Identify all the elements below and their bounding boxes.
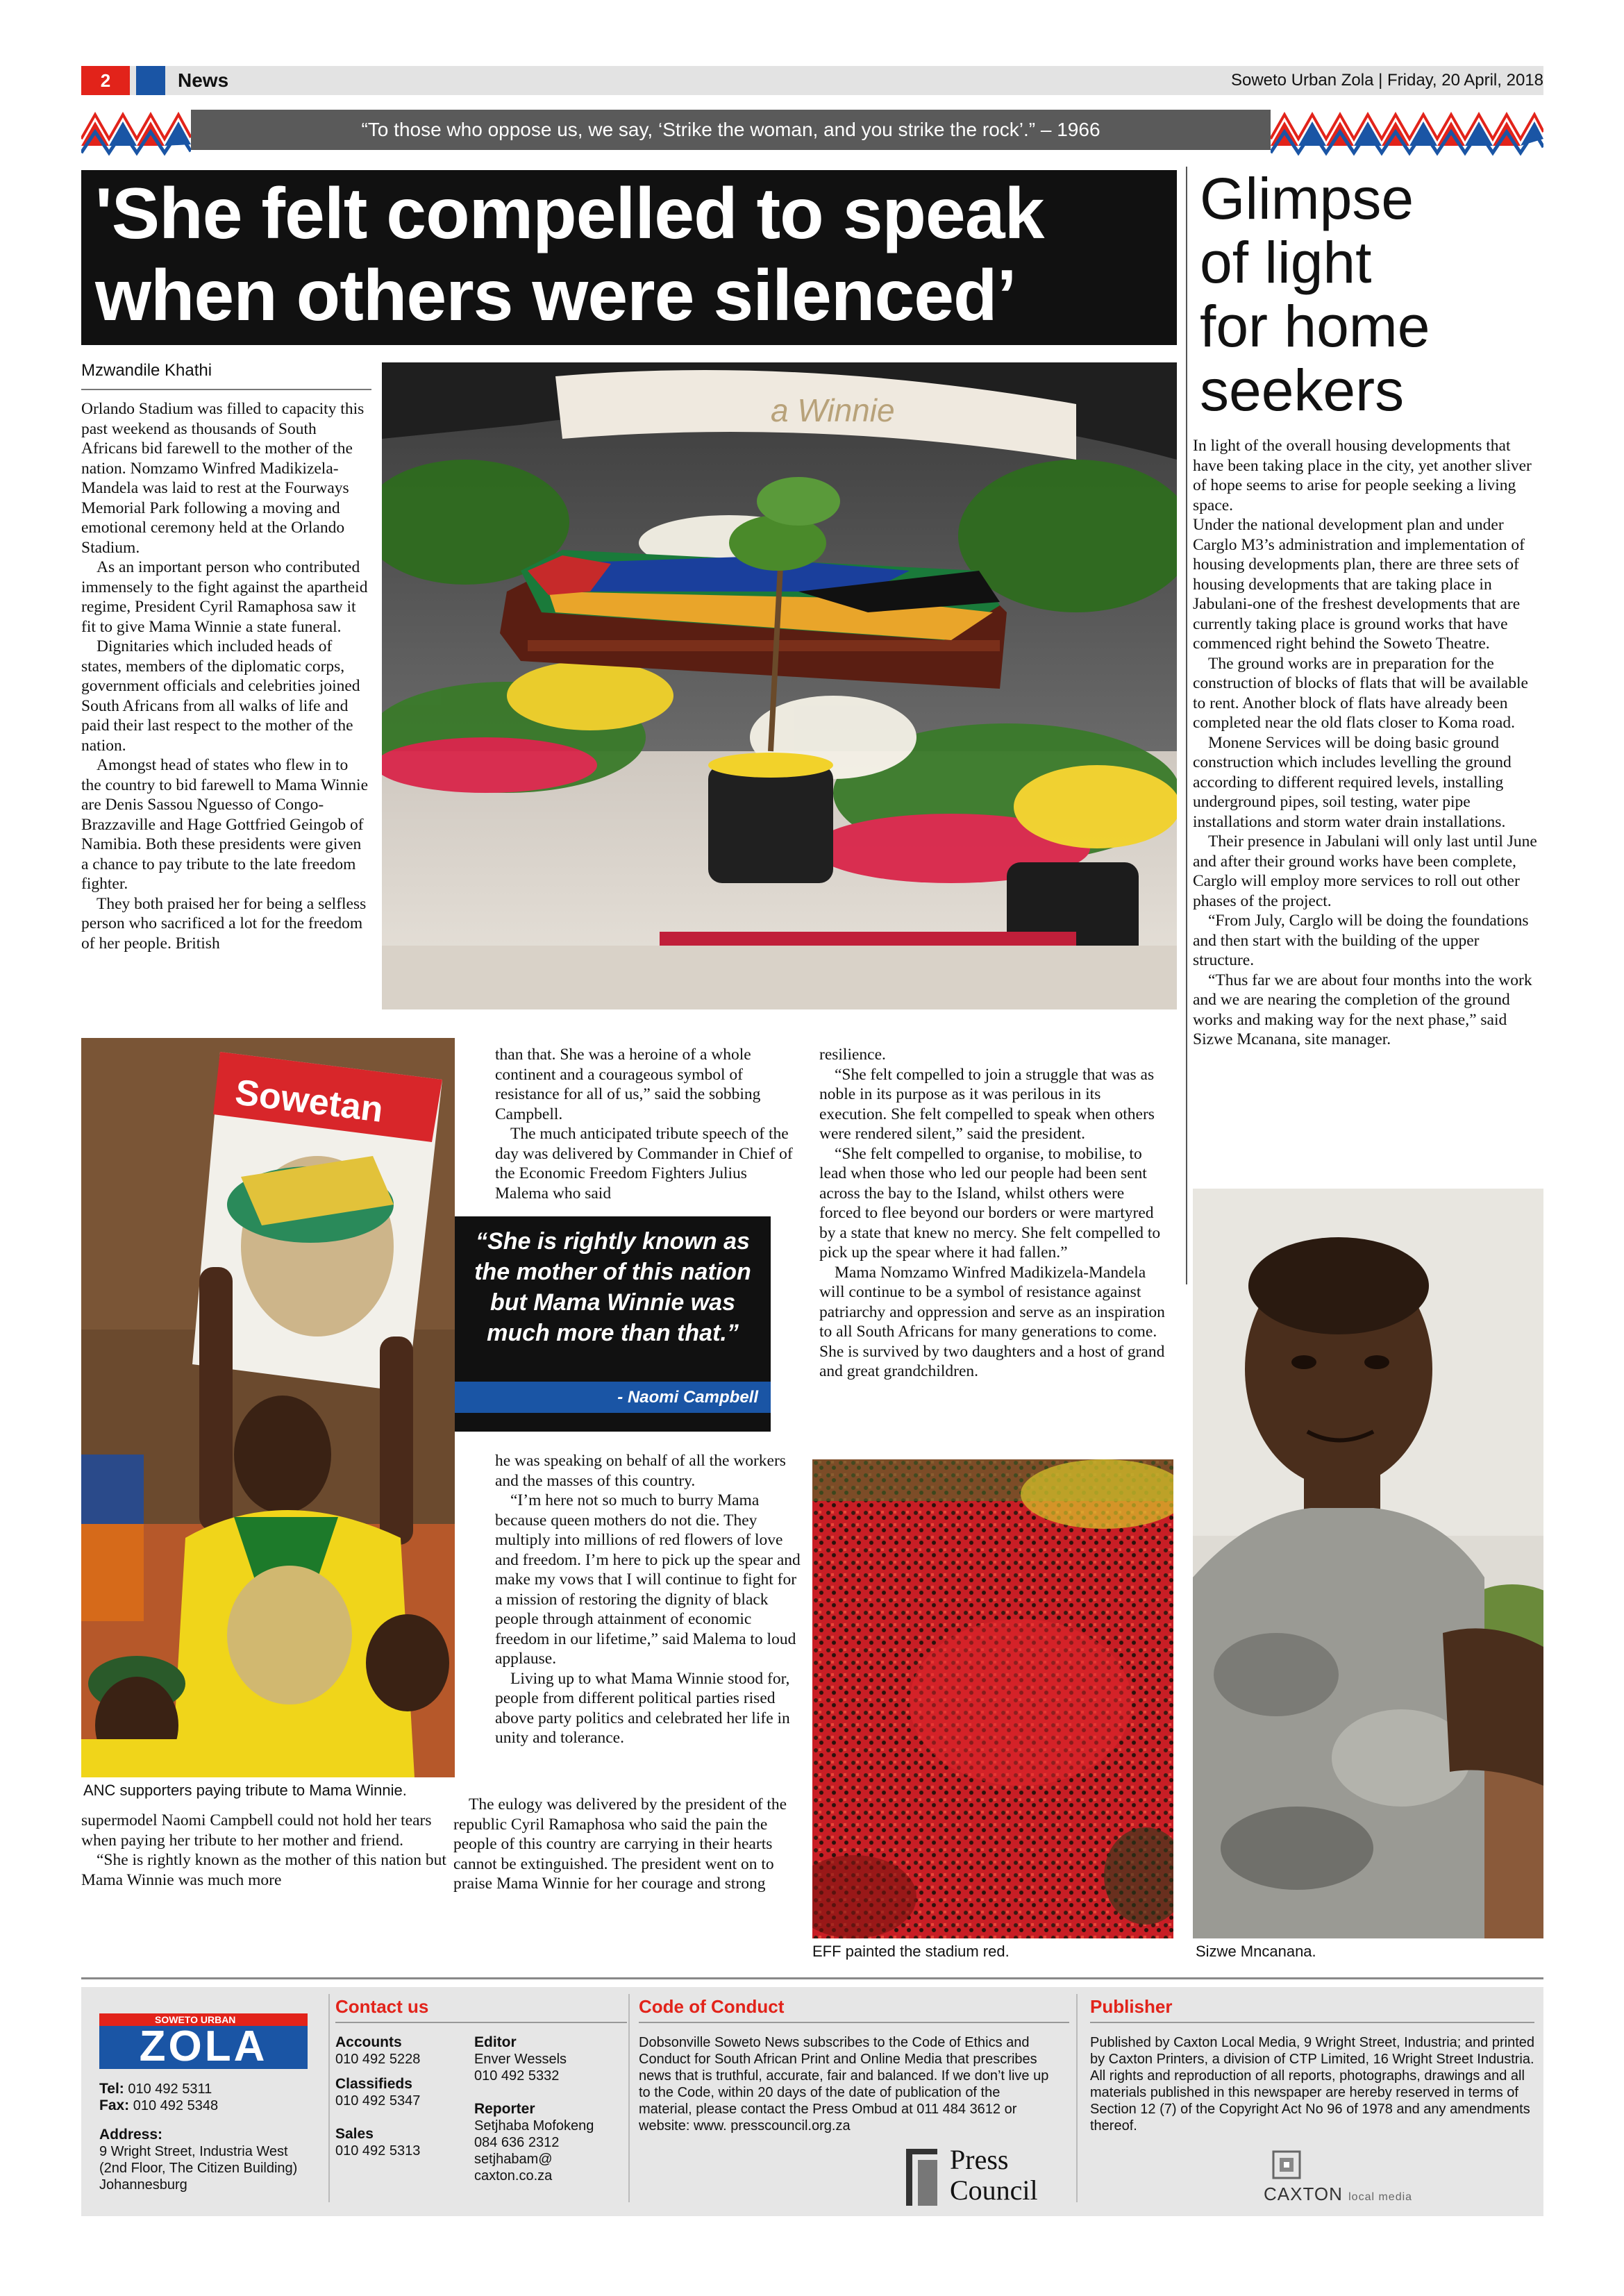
article-column-1-bottom (81, 1811, 448, 1890)
contact-departments (335, 2034, 467, 2159)
press-council-logo (903, 2142, 1069, 2208)
right-pattern-decoration (1271, 104, 1543, 160)
sidebar-divider (1186, 167, 1187, 1284)
paragraph: than that. She was a heroine of a whole continent and a courageous symbol of resistance for all of us,” said the sobbing Campbell. (495, 1046, 761, 1123)
footer-separator (628, 1994, 630, 2202)
sidebar-headline-line: seekers (1200, 358, 1405, 423)
sidebar-body (1193, 436, 1543, 1050)
paragraph: Under the national development plan and under Carglo M3’s administration and implementation of housing developments plan, there are three sets of housing developments that are taking place in Jabulani-one of the freshest developments that are currently taking place is ground works that have commenced right behind the Soweto Theatre. (1193, 516, 1525, 653)
reporter-label: Reporter (474, 2101, 535, 2117)
funeral-coffin-photo (382, 362, 1177, 1009)
address-value: 9 Wright Street, Industria West (2nd Floor, The Citizen Building) Johannesburg (99, 2144, 298, 2193)
eff-photo-caption: EFF painted the stadium red. (812, 1943, 1010, 1960)
press-council-line1: Press (950, 2144, 1009, 2175)
editor-label: Editor (474, 2034, 517, 2050)
paragraph: Orlando Stadium was filled to capacity this past weekend as thousands of South Africans bid farewell to the mother of the nation. Nomzamo Winfred Madikizela-Mandela was laid to rest at the Fourways Memorial Park following a moving and emotional ceremony held at the Orlando Stadium. (81, 400, 365, 557)
article-headline (81, 170, 1177, 345)
publisher-text: Published by Caxton Local Media, 9 Wright Street, Industria; and printed by Caxton Printers, a division of CTP Limited, 16 Wright Street Industria. All rights and reproduction of all reports, photographs, drawings and all materials published in this newspaper are hereby reserved in terms of Section 12 (7) of the Copyright Act No 96 of 1978 and any amendments thereof. (1090, 2035, 1534, 2134)
anc-supporters-photo (81, 1038, 455, 1777)
paragraph: In light of the overall housing developments that have been taking place in the city, yet another sliver of hope seems to arise for people seeking a living space. (1193, 437, 1532, 514)
publisher-heading: Publisher (1090, 1996, 1173, 2017)
zola-logo (99, 2013, 308, 2069)
accounts-label: Accounts (335, 2034, 402, 2050)
caxton-sub-text: local media (1348, 2191, 1413, 2203)
anc-photo-caption: ANC supporters paying tribute to Mama Winnie. (83, 1782, 407, 1799)
paragraph: Their presence in Jabulani will only last until June and after their ground works have been complete, Carglo will employ more services to roll out other phases of the project. (1193, 832, 1537, 910)
header-blue-square (136, 66, 165, 95)
paragraph: The eulogy was delivered by the president of the republic Cyril Ramaphosa who said the pain the people of this country are carrying in their hearts cannot be extinguished. The president went on to praise Mama Winnie for her courage and strong (453, 1795, 787, 1893)
classifieds-label: Classifieds (335, 2076, 412, 2092)
paragraph: “She felt compelled to organise, to mobilise, to lead when those who led our people had been sent across the bay to the Island, whilst others were forced to flee beyond our borders or were martyred by a state that knew no mercy. She felt compelled to pick up the spear where it had fallen.” (819, 1144, 1161, 1262)
paragraph: he was speaking on behalf of all the workers and the masses of this country. (495, 1452, 786, 1490)
sidebar-headline-line: Glimpse (1200, 166, 1414, 231)
paragraph: Monene Services will be doing basic ground construction which includes levelling the ground according to different required levels, installing underground pipes, soil testing, water pipe installations and storm water drain installations. (1193, 733, 1512, 831)
byline: Mzwandile Khathi (81, 361, 212, 380)
conduct-heading: Code of Conduct (639, 1996, 785, 2017)
caxton-mark-icon (1271, 2149, 1303, 2181)
paragraph: The much anticipated tribute speech of the day was delivered by Commander in Chief of the Economic Freedom Fighters Julius Malema who said (495, 1125, 793, 1203)
fax-label: Fax: (99, 2097, 130, 2113)
logo-main-text: ZOLA (139, 2022, 268, 2070)
logo-top-text: SOWETO URBAN (99, 2013, 308, 2026)
byline-rule (81, 389, 371, 390)
reporter-tel: 084 636 2312 (474, 2135, 560, 2150)
contact-staff (474, 2034, 627, 2184)
article-column-3 (819, 1045, 1166, 1382)
section-label: News (178, 69, 229, 91)
footer-separator (328, 1994, 330, 2202)
banner-text: a Winnie (771, 392, 895, 428)
pull-quote-source: - Naomi Campbell (455, 1382, 771, 1413)
article-column-1 (81, 399, 371, 1028)
pull-quote: “She is rightly known as the mother of this nation but Mama Winnie was much more than that.” (455, 1216, 771, 1432)
paragraph: “From July, Carglo will be doing the foundations and then start with the building of the upper structure. (1193, 912, 1529, 969)
eff-crowd-photo (812, 1459, 1173, 1938)
editor-name: Enver Wessels (474, 2052, 567, 2067)
contact-heading-rule (335, 2022, 627, 2023)
sizwe-portrait-photo (1193, 1189, 1543, 1938)
paragraph: The ground works are in preparation for the construction of blocks of flats that will be available to rent. Another block of flats have already been completed near the old flats closer to Koma road. (1193, 654, 1528, 732)
footer-top-rule (81, 1977, 1543, 1979)
article-column-2-tail (453, 1795, 801, 1894)
sidebar-headline-line: of light (1200, 230, 1372, 295)
headline-line-2: when others were silenced’ (95, 255, 1016, 336)
paragraph: “I’m here not so much to burry Mama because queen mothers do not die. They multiply into millions of red flowers of love and freedom. I’m here to pick up the spear and make my vows that I will continue to fight for a mission of restoring the dignity of black people through attainment of economic freedom in our lifetime,” said Malema to loud applause. (495, 1491, 801, 1668)
press-council-line2: Council (950, 2175, 1038, 2206)
quote-banner: “To those who oppose us, we say, ‘Strike the woman, and you strike the rock’.” – 1966 (191, 110, 1271, 150)
article-column-2-bottom (495, 1451, 801, 1748)
accounts-value: 010 492 5228 (335, 2052, 421, 2067)
paragraph: Amongst head of states who flew in to the country to bid farewell to Mama Winnie are Denis Sassou Nguesso of Congo-Brazzaville and Hage Gottfried Geingob of Namibia. Both these presidents were given a chance to pay tribute to the late freedom fighter. (81, 756, 369, 893)
contact-block (99, 2081, 308, 2193)
caxton-logo (1264, 2149, 1444, 2204)
poster-title: Sowetan (233, 1072, 385, 1130)
paragraph: Dignitaries which included heads of states, members of the diplomatic corps, government officials and celebrities joined South Africans from all walks of life and paid their last respect to the mother of the nation. (81, 637, 360, 755)
reporter-email[interactable]: setjhabam@ (474, 2152, 553, 2167)
paragraph: “She is rightly known as the mother of this nation but Mama Winnie was much more (81, 1851, 446, 1889)
conduct-heading-rule (639, 2022, 1069, 2023)
article-column-2-top (495, 1045, 801, 1203)
address-label: Address: (99, 2127, 163, 2143)
paragraph: “She felt compelled to join a struggle that was as noble in its purpose as it was perilous in its execution. She felt compelled to speak when others were rendered silent,” said the president. (819, 1065, 1155, 1143)
sales-value: 010 492 5313 (335, 2143, 421, 2159)
conduct-text: Dobsonville Soweto News subscribes to the Code of Ethics and Conduct for South African Print and Online Media that prescribes news that is truthful, accurate, fair and balanced. If we don’t live up to the Code, within 20 days of the date of publication of the material, please contact the Press Ombud at 011 484 3612 or website: www. presscouncil.org.za (639, 2035, 1049, 2134)
page-number: 2 (81, 66, 130, 95)
paragraph: As an important person who contributed immensely to the fight against the apartheid regime, President Cyril Ramaphosa saw it fit to give Mama Winnie a state funeral. (81, 558, 368, 636)
tel-value: 010 492 5311 (128, 2081, 212, 2097)
sidebar-headline (1200, 167, 1547, 422)
sales-label: Sales (335, 2126, 374, 2142)
paragraph: supermodel Naomi Campbell could not hold her tears when paying her tribute to her mother and friend. (81, 1811, 432, 1850)
press-council-mark-icon (903, 2142, 944, 2208)
contact-heading: Contact us (335, 1996, 429, 2017)
left-pattern-decoration (81, 104, 191, 160)
sidebar-headline-line: for home (1200, 294, 1430, 359)
reporter-email-domain[interactable]: caxton.co.za (474, 2168, 553, 2184)
paragraph: resilience. (819, 1046, 886, 1064)
footer-separator (1076, 1994, 1078, 2202)
fax-value: 010 492 5348 (133, 2098, 219, 2113)
tel-label: Tel: (99, 2081, 124, 2097)
classifieds-value: 010 492 5347 (335, 2093, 421, 2109)
editor-tel: 010 492 5332 (474, 2068, 560, 2084)
publisher-heading-rule (1090, 2022, 1534, 2023)
paragraph: Mama Nomzamo Winfred Madikizela-Mandela will continue to be a symbol of resistance against patriarchy and oppression and serve as an inspiration to all South Africans for many generations to come. She is survived by two daughters and a host of grand and great grandchildren. (819, 1263, 1165, 1380)
paragraph: They both praised her for being a selfless person who sacrificed a lot for the freedom of her people. British (81, 894, 367, 953)
sizwe-photo-caption: Sizwe Mncanana. (1196, 1943, 1316, 1960)
paragraph: Living up to what Mama Winnie stood for, people from different political parties rised above party politics and celebrated her life in unity and tolerance. (495, 1669, 790, 1747)
paragraph: “Thus far we are about four months into the work and we are nearing the completion of the ground works and making way for the next phase,” said Sizwe Mcanana, site manager. (1193, 971, 1532, 1048)
reporter-name: Setjhaba Mofokeng (474, 2118, 594, 2134)
dateline: Soweto Urban Zola | Friday, 20 April, 2018 (1230, 71, 1543, 90)
caxton-main-text: CAXTON (1264, 2184, 1343, 2204)
headline-line-1: 'She felt compelled to speak (95, 174, 1044, 254)
